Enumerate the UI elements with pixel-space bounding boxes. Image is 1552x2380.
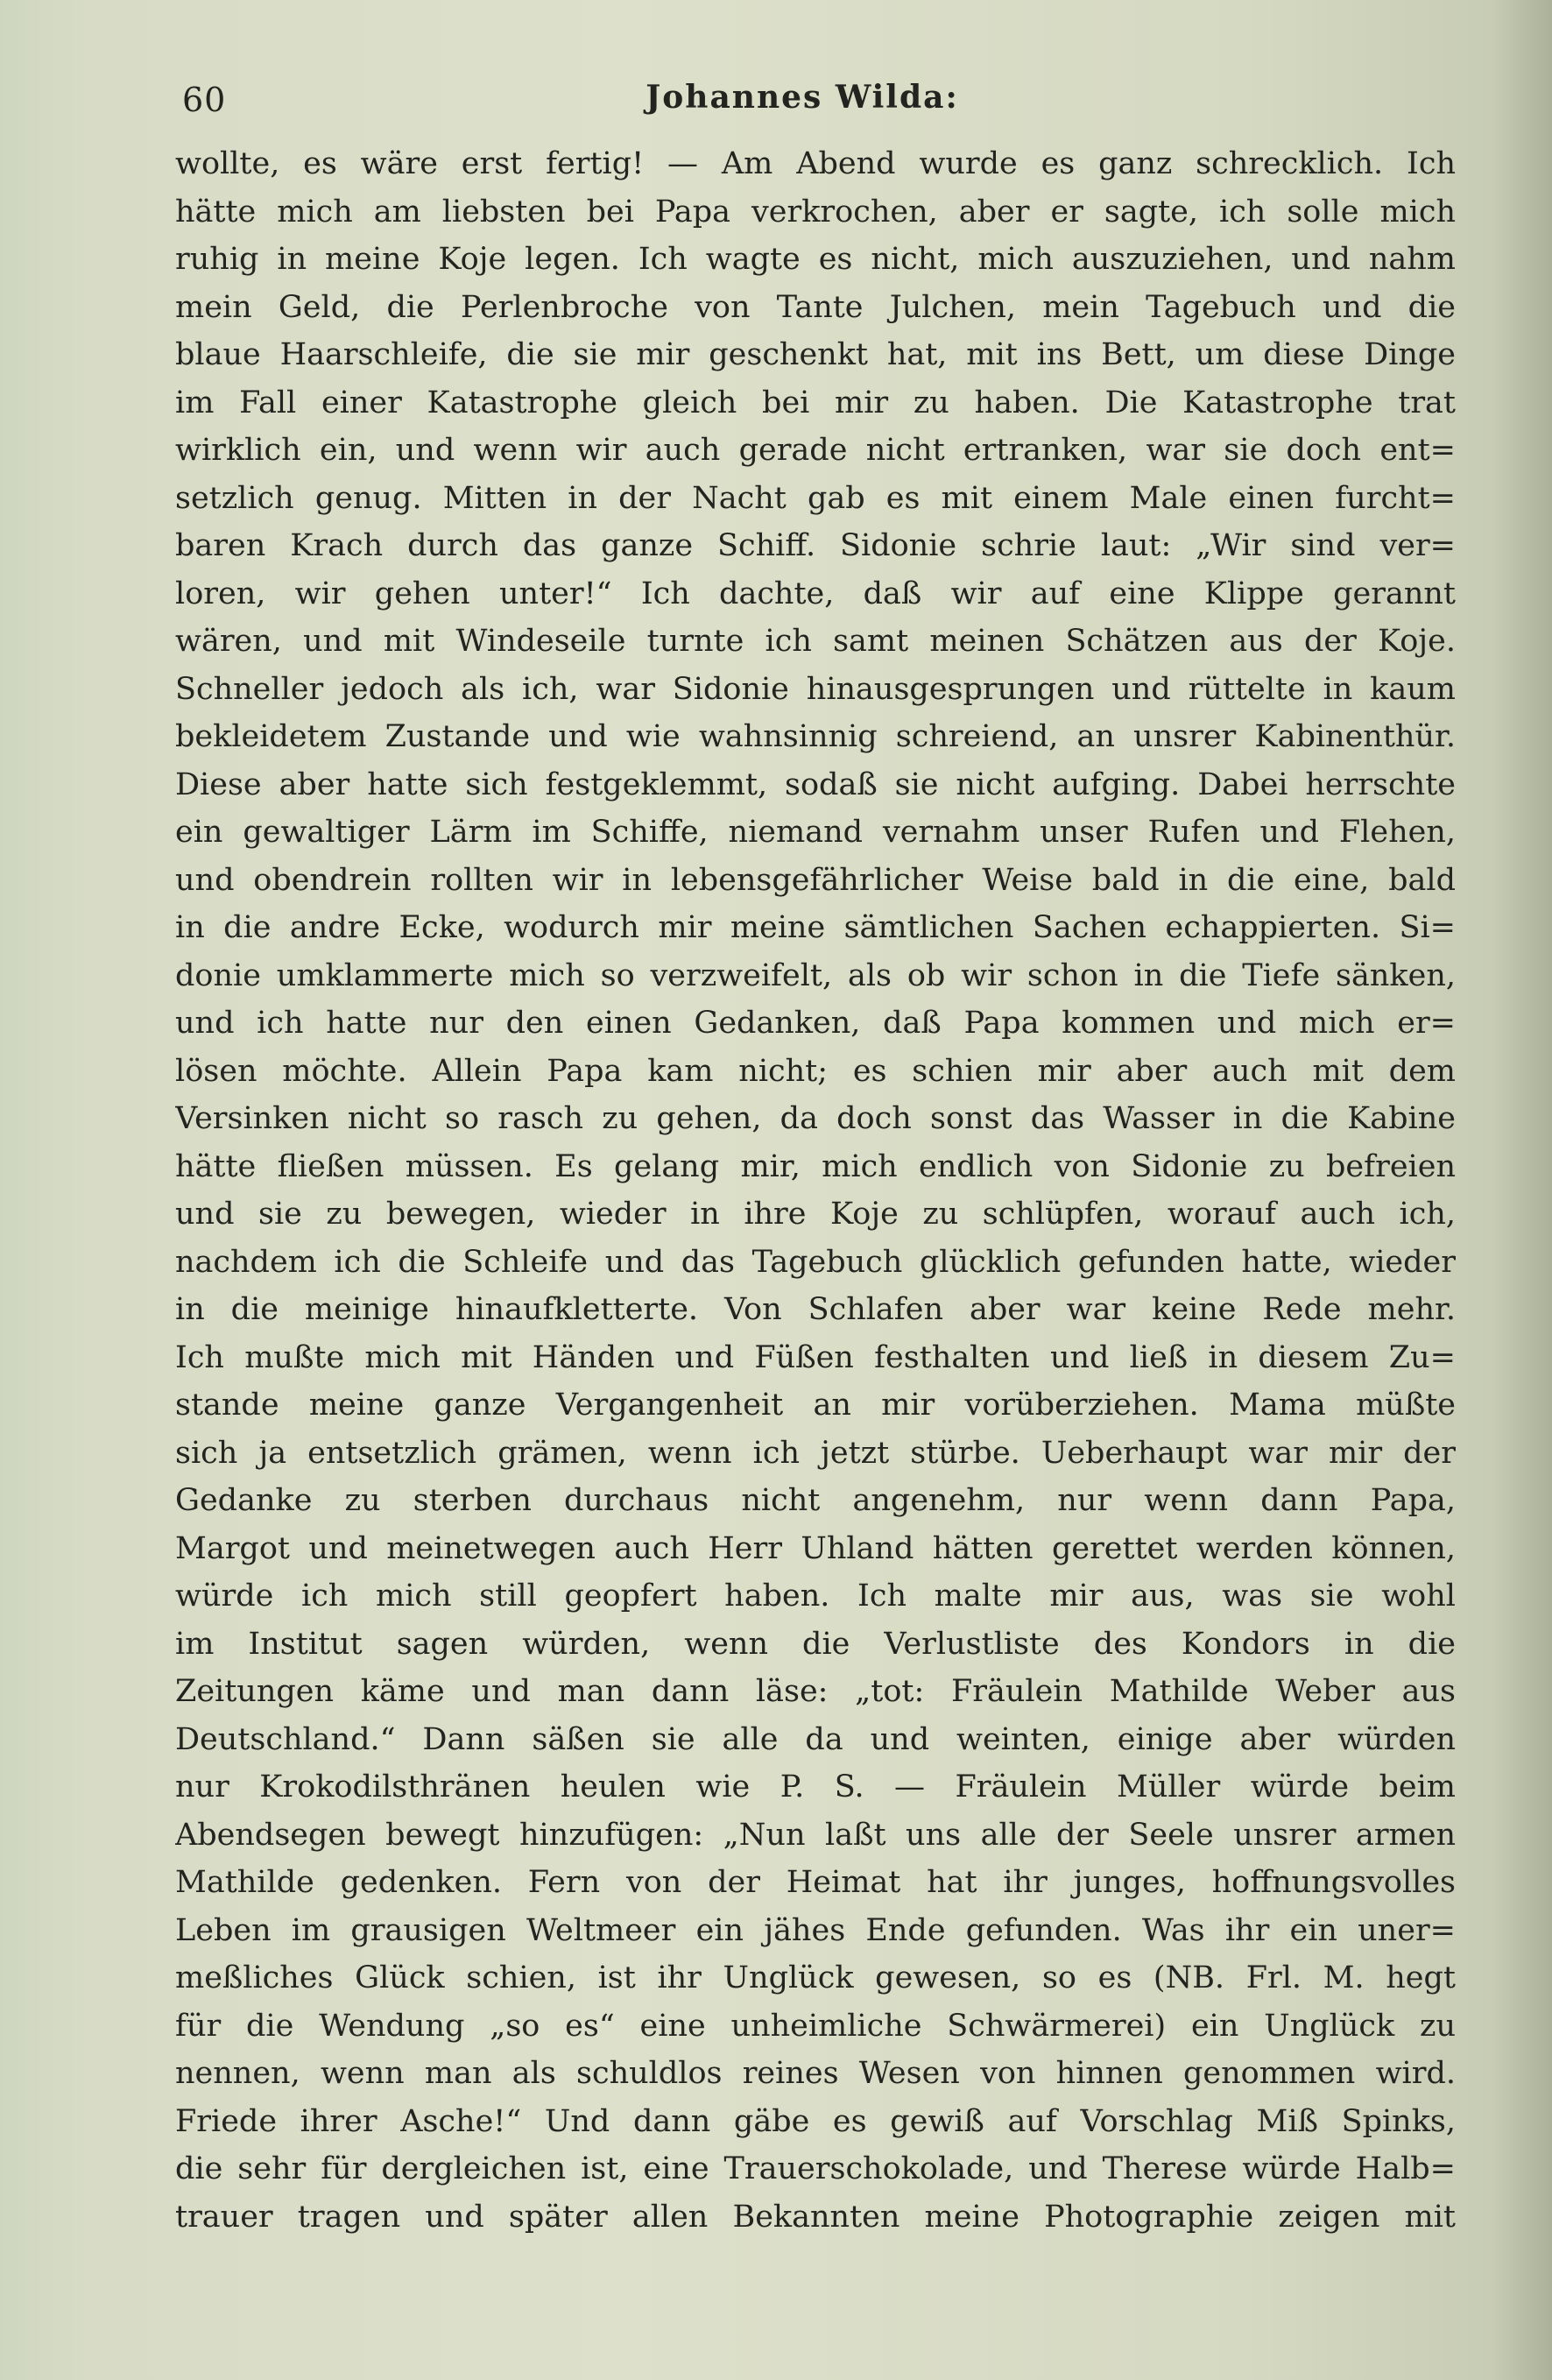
- text-line: in die andre Ecke, wodurch mir meine sämtlichen Sachen echappierten. Si=: [175, 910, 1456, 945]
- text-line: stande meine ganze Vergangenheit an mir vorüberziehen. Mama müßte: [175, 1388, 1456, 1423]
- body-text: [175, 140, 1456, 2241]
- text-line: Zeitungen käme und man dann läse: „tot: Fräulein Mathilde Weber aus: [175, 1674, 1456, 1709]
- text-line: wollte, es wäre erst fertig! — Am Abend wurde es ganz schrecklich. Ich: [175, 146, 1456, 181]
- text-line: nur Krokodilsthränen heulen wie P. S. — Fräulein Müller würde beim: [175, 1769, 1456, 1804]
- text-line: wirklich ein, und wenn wir auch gerade nicht ertranken, war sie doch ent=: [175, 433, 1456, 468]
- text-line: Leben im grausigen Weltmeer ein jähes Ende gefunden. Was ihr ein uner=: [175, 1912, 1456, 1948]
- text-line: wären, und mit Windeseile turnte ich samt meinen Schätzen aus der Koje.: [175, 624, 1456, 659]
- text-line: die sehr für dergleichen ist, eine Trauerschokolade, und Therese würde Halb=: [175, 2151, 1456, 2186]
- text-line: im Institut sagen würden, wenn die Verlustliste des Kondors in die: [175, 1626, 1456, 1662]
- text-line: Friede ihrer Asche!“ Und dann gäbe es gewiß auf Vorschlag Miß Spinks,: [175, 2103, 1456, 2139]
- text-line: ruhig in meine Koje legen. Ich wagte es nicht, mich auszuziehen, und nahm: [175, 242, 1456, 277]
- page-number: 60: [182, 81, 227, 119]
- text-line: sich ja entsetzlich grämen, wenn ich jetzt stürbe. Ueberhaupt war mir der: [175, 1435, 1456, 1471]
- text-line: und obendrein rollten wir in lebensgefährlicher Weise bald in die eine, bald: [175, 862, 1456, 898]
- text-line: loren, wir gehen unter!“ Ich dachte, daß wir auf eine Klippe gerannt: [175, 576, 1456, 611]
- text-line: mein Geld, die Perlenbroche von Tante Julchen, mein Tagebuch und die: [175, 289, 1456, 325]
- text-line: trauer tragen und später allen Bekannten meine Photographie zeigen mit: [175, 2199, 1456, 2235]
- text-line: in die meinige hinaufkletterte. Von Schlafen aber war keine Rede mehr.: [175, 1292, 1456, 1327]
- text-line: Diese aber hatte sich festgeklemmt, sodaß sie nicht aufging. Dabei herrschte: [175, 766, 1456, 802]
- text-line: donie umklammerte mich so verzweifelt, als ob wir schon in die Tiefe sänken,: [175, 957, 1456, 993]
- text-line: Abendsegen bewegt hinzufügen: „Nun laßt uns alle der Seele unsrer armen: [175, 1817, 1456, 1853]
- text-line: würde ich mich still geopfert haben. Ich malte mir aus, was sie wohl: [175, 1578, 1456, 1614]
- text-line: Ich mußte mich mit Händen und Füßen festhalten und ließ in diesem Zu=: [175, 1339, 1456, 1375]
- text-line: nennen, wenn man als schuldlos reines Wesen von hinnen genommen wird.: [175, 2056, 1456, 2091]
- text-line: blaue Haarschleife, die sie mir geschenkt hat, mit ins Bett, um diese Dinge: [175, 337, 1456, 372]
- text-line: Gedanke zu sterben durchaus nicht angenehm, nur wenn dann Papa,: [175, 1483, 1456, 1518]
- running-title: Johannes Wilda:: [645, 79, 959, 116]
- text-line: Margot und meinetwegen auch Herr Uhland hätten gerettet werden können,: [175, 1530, 1456, 1566]
- text-line: Deutschland.“ Dann säßen sie alle da und weinten, einige aber würden: [175, 1721, 1456, 1757]
- text-line: im Fall einer Katastrophe gleich bei mir zu haben. Die Katastrophe trat: [175, 385, 1456, 420]
- text-line: bekleidetem Zustande und wie wahnsinnig schreiend, an unsrer Kabinenthür.: [175, 719, 1456, 754]
- text-line: hätte mich am liebsten bei Papa verkrochen, aber er sagte, ich solle mich: [175, 194, 1456, 230]
- text-line: baren Krach durch das ganze Schiff. Sidonie schrie laut: „Wir sind ver=: [175, 528, 1456, 563]
- text-line: Schneller jedoch als ich, war Sidonie hinausgesprungen und rüttelte in kaum: [175, 671, 1456, 707]
- text-line: Versinken nicht so rasch zu gehen, da doch sonst das Wasser in die Kabine: [175, 1101, 1456, 1136]
- text-line: meßliches Glück schien, ist ihr Unglück gewesen, so es (NB. Frl. M. hegt: [175, 1960, 1456, 1995]
- text-line: und sie zu bewegen, wieder in ihre Koje zu schlüpfen, worauf auch ich,: [175, 1197, 1456, 1232]
- text-line: hätte fließen müssen. Es gelang mir, mich endlich von Sidonie zu befreien: [175, 1148, 1456, 1184]
- text-line: für die Wendung „so es“ eine unheimliche Schwärmerei) ein Unglück zu: [175, 2008, 1456, 2044]
- text-line: lösen möchte. Allein Papa kam nicht; es schien mir aber auch mit dem: [175, 1053, 1456, 1089]
- text-line: setzlich genug. Mitten in der Nacht gab es mit einem Male einen furcht=: [175, 480, 1456, 516]
- text-line: Mathilde gedenken. Fern von der Heimat hat ihr junges, hoffnungsvolles: [175, 1865, 1456, 1900]
- text-line: ein gewaltiger Lärm im Schiffe, niemand vernahm unser Rufen und Flehen,: [175, 815, 1456, 850]
- text-line: und ich hatte nur den einen Gedanken, daß Papa kommen und mich er=: [175, 1006, 1456, 1041]
- page-edge-shadow: [1491, 0, 1552, 2380]
- text-line: nachdem ich die Schleife und das Tagebuch glücklich gefunden hatte, wieder: [175, 1244, 1456, 1280]
